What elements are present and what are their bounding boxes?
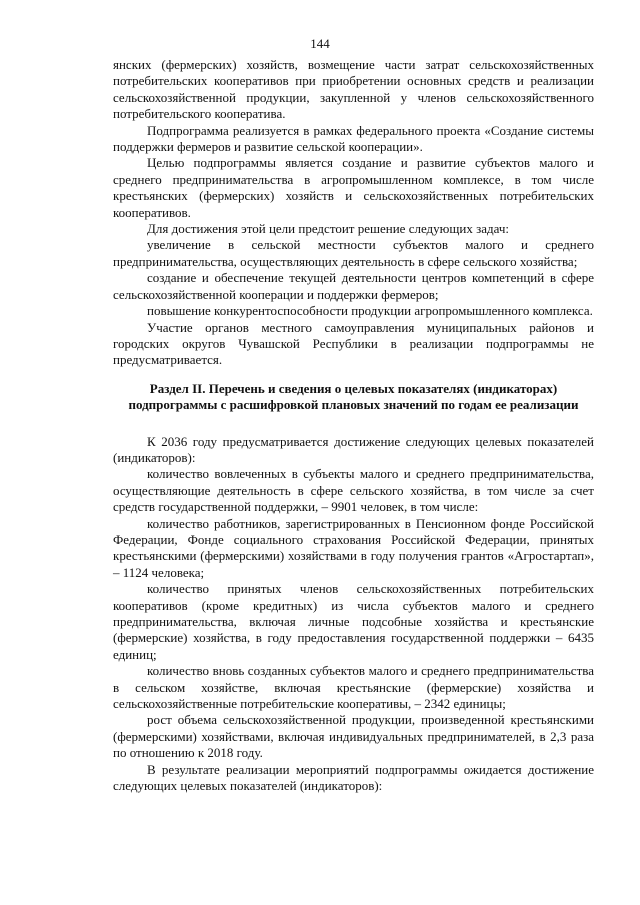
paragraph: Для достижения этой цели предстоит решение следующих задач: [147, 221, 510, 237]
paragraph: Участие органов местного самоуправления муниципальных районов и городских округов Чувашской Республики в реализации подпрограммы не предусматривается. [113, 319, 594, 368]
paragraph: Подпрограмма реализуется в рамках федерального проекта «Создание системы поддержки фермеров и развитие сельской кооперации». [113, 122, 594, 155]
paragraph: создание и обеспечение текущей деятельности центров компетенций в сфере сельскохозяйственной кооперации и поддержки фермеров; [113, 270, 594, 302]
paragraph: янских (фермерских) хозяйств, возмещение части затрат сельскохозяйственных потребительских кооперативов при приобретении основных средств и реализации сельскохозяйственной продукции, закупленной у членов сельскохозяйственного потребительского кооператива. [113, 57, 594, 122]
paragraph: повышение конкурентоспособности продукции агропромышленного комплекса. [147, 303, 593, 319]
paragraph: рост объема сельскохозяйственной продукции, произведенной крестьянскими (фермерскими) хозяйствами, включая индивидуальных предпринимателей, в 2,3 раза по отношению к 2018 году. [113, 712, 594, 761]
document-body [113, 57, 594, 794]
paragraph: увеличение в сельской местности субъектов малого и среднего предпринимательства, осуществляющих деятельность в сфере сельского хозяйства; [113, 237, 594, 269]
paragraph: количество вовлеченных в субъекты малого и среднего предпринимательства, осуществляющие деятельность в сфере сельского хозяйства, в том числе за счет средств государственной поддержки, – 9901 человек, в том числе: [113, 466, 594, 515]
paragraph: количество вновь созданных субъектов малого и среднего предпринимательства в сельском хозяйстве, включая крестьянские (фермерские) хозяйства и сельскохозяйственные потребительские кооперативы, – 2342 единицы; [113, 663, 594, 712]
paragraph: К 2036 году предусматривается достижение следующих целевых показателей (индикаторов): [113, 433, 594, 465]
page-number: 144 [310, 36, 330, 51]
paragraph: В результате реализации мероприятий подпрограммы ожидается достижение следующих целевых показателей (индикаторов): [113, 761, 594, 794]
paragraph: Целью подпрограммы является создание и развитие субъектов малого и среднего предпринимательства в агропромышленном комплексе, в том числе крестьянских (фермерских) хозяйств и сельскохозяйственных потребительских кооперативов. [113, 155, 594, 220]
section-heading: Раздел II. Перечень и сведения о целевых показателях (индикаторах) подпрограммы с расшифровкой плановых значений по годам ее реализации [128, 380, 579, 413]
paragraph: количество работников, зарегистрированных в Пенсионном фонде Российской Федерации, Фонде социального страхования Российской Федерации, принятых крестьянскими (фермерскими) хозяйствами в году получения грантов «Агростартап», – 1124 человека; [113, 515, 594, 580]
paragraph: количество принятых членов сельскохозяйственных потребительских кооперативов (кроме кредитных) из числа субъектов малого и среднего предпринимательства, включая личные подсобные хозяйства и крестьянские (фермерские) хозяйства, в году предоставления государственной поддержки – 6435 единиц; [113, 581, 594, 662]
